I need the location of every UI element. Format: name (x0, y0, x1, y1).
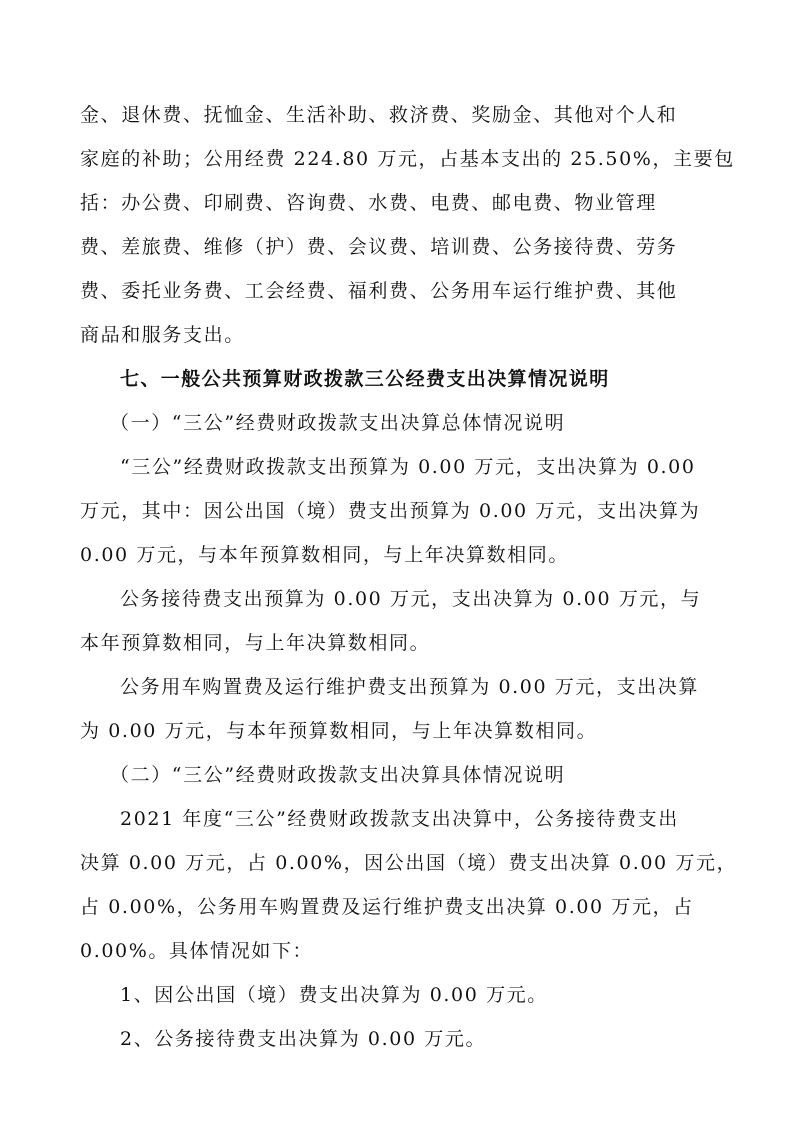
body-text-line: 本年预算数相同，与上年决算数相同。 (80, 632, 431, 654)
body-text-line: 金、退休费、抚恤金、生活补助、救济费、奖励金、其他对个人和 (80, 104, 678, 126)
body-text-line: 公务用车购置费及运行维护费支出预算为 0.00 万元，支出决算 (120, 676, 699, 698)
body-text-line: 万元，其中：因公出国（境）费支出预算为 0.00 万元，支出决算为 (80, 500, 701, 522)
subsection-heading: （一）“三公”经费财政拨款支出决算总体情况说明 (110, 412, 566, 434)
list-item: 2、公务接待费支出决算为 0.00 万元。 (120, 1028, 487, 1050)
body-text-line: “三公”经费财政拨款支出预算为 0.00 万元，支出决算为 0.00 (120, 456, 696, 478)
body-text-line: 家庭的补助；公用经费 224.80 万元，占基本支出的 25.50%，主要包 (80, 148, 735, 170)
body-text-line: 占 0.00%，公务用车购置费及运行维护费支出决算 0.00 万元，占 (80, 896, 694, 918)
body-text-line: 括：办公费、印刷费、咨询费、水费、电费、邮电费、物业管理 (80, 192, 657, 214)
body-text-line: 0.00 万元，与本年预算数相同，与上年决算数相同。 (80, 544, 569, 566)
section-heading: 七、一般公共预算财政拨款三公经费支出决算情况说明 (120, 368, 610, 390)
body-text-line: 费、差旅费、维修（护）费、会议费、培训费、公务接待费、劳务 (80, 236, 678, 258)
subsection-heading: （二）“三公”经费财政拨款支出决算具体情况说明 (110, 764, 566, 786)
body-text-line: 公务接待费支出预算为 0.00 万元，支出决算为 0.00 万元，与 (120, 588, 702, 610)
list-item: 1、因公出国（境）费支出决算为 0.00 万元。 (120, 984, 548, 1006)
body-text-line: 商品和服务支出。 (80, 324, 245, 346)
body-text-line: 决算 0.00 万元，占 0.00%，因公出国（境）费支出决算 0.00 万元， (80, 852, 738, 874)
body-text-line: 为 0.00 万元，与本年预算数相同，与上年决算数相同。 (80, 720, 598, 742)
body-text-line: 2021 年度“三公”经费财政拨款支出决算中，公务接待费支出 (120, 808, 679, 830)
body-text-line: 费、委托业务费、工会经费、福利费、公务用车运行维护费、其他 (80, 280, 678, 302)
body-text-line: 0.00%。具体情况如下： (80, 940, 314, 962)
